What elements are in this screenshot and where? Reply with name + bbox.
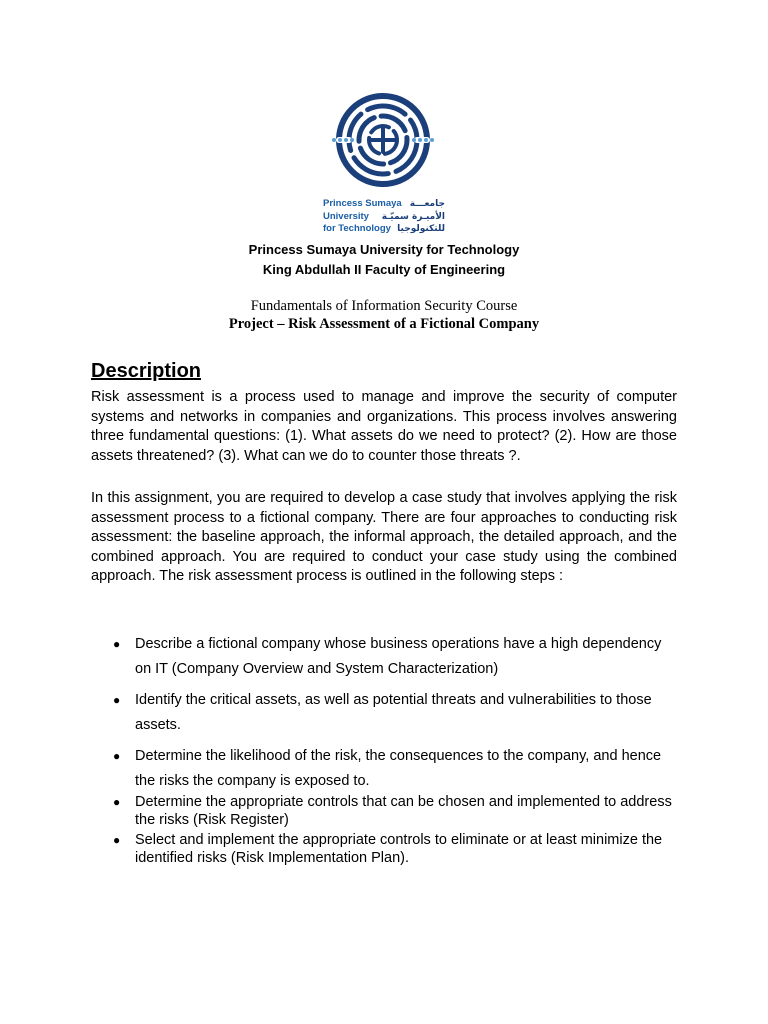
step-text: Determine the likelihood of the risk, the consequences to the company, and hence the risks the company is exposed to. [135, 748, 662, 789]
logo-en-line: for Technology [323, 223, 391, 234]
logo-ar-line: جامعـــة [409, 199, 445, 209]
steps-list [91, 632, 681, 870]
bullet-icon: ● [113, 795, 121, 809]
list-item [91, 794, 681, 829]
logo-ar-line: للتكنولوجيا [397, 224, 445, 234]
faculty-name: King Abdullah II Faculty of Engineering [262, 262, 506, 277]
course-title: Fundamentals of Information Security Course [250, 298, 518, 314]
description-paragraph-1: Risk assessment is a process used to manage and improve the security of computer systems and networks in companies and organizations. This process involves answering three fundamental questions: (1). What assets do we need to protect? (2). How are those assets threatened? (3). What can we do to counter those threats ?. [91, 389, 677, 464]
logo-english-text [323, 198, 402, 236]
project-title: Project – Risk Assessment of a Fictional Company [228, 316, 540, 332]
logo-arabic-text [381, 198, 445, 236]
bullet-icon: ● [113, 833, 121, 847]
list-item [91, 832, 681, 867]
list-item [91, 632, 681, 682]
university-logo [320, 90, 448, 240]
list-item [91, 744, 681, 794]
university-name: Princess Sumaya University for Technology [248, 242, 520, 257]
logo-en-line: Princess Sumaya [323, 198, 402, 209]
step-text: Determine the appropriate controls that can be chosen and implemented to address the risks (Risk Register) [135, 794, 672, 828]
logo-emblem-icon [320, 90, 448, 196]
bullet-icon: ● [113, 749, 121, 763]
logo-ar-line: الأميـرة سميّـة [381, 211, 445, 222]
step-text: Select and implement the appropriate controls to eliminate or at least minimize the identified risks (Risk Implementation Plan). [135, 832, 663, 866]
bullet-icon: ● [113, 637, 121, 651]
list-item [91, 688, 681, 738]
step-text: Identify the critical assets, as well as potential threats and vulnerabilities to those assets. [135, 692, 652, 733]
description-heading: Description [91, 360, 202, 382]
description-paragraph-2: In this assignment, you are required to develop a case study that involves applying the risk assessment process to a fictional company. There are four approaches to conducting risk assessment: the baseline approach, the informal approach, the detailed approach, and the combined approach. You are required to conduct your case study using the combined approach. The risk assessment process is outlined in the following steps : [91, 490, 677, 584]
bullet-icon: ● [113, 693, 121, 707]
step-text: Describe a fictional company whose business operations have a high dependency on IT (Company Overview and System Characterization) [135, 636, 662, 677]
logo-en-line: University [323, 210, 369, 222]
